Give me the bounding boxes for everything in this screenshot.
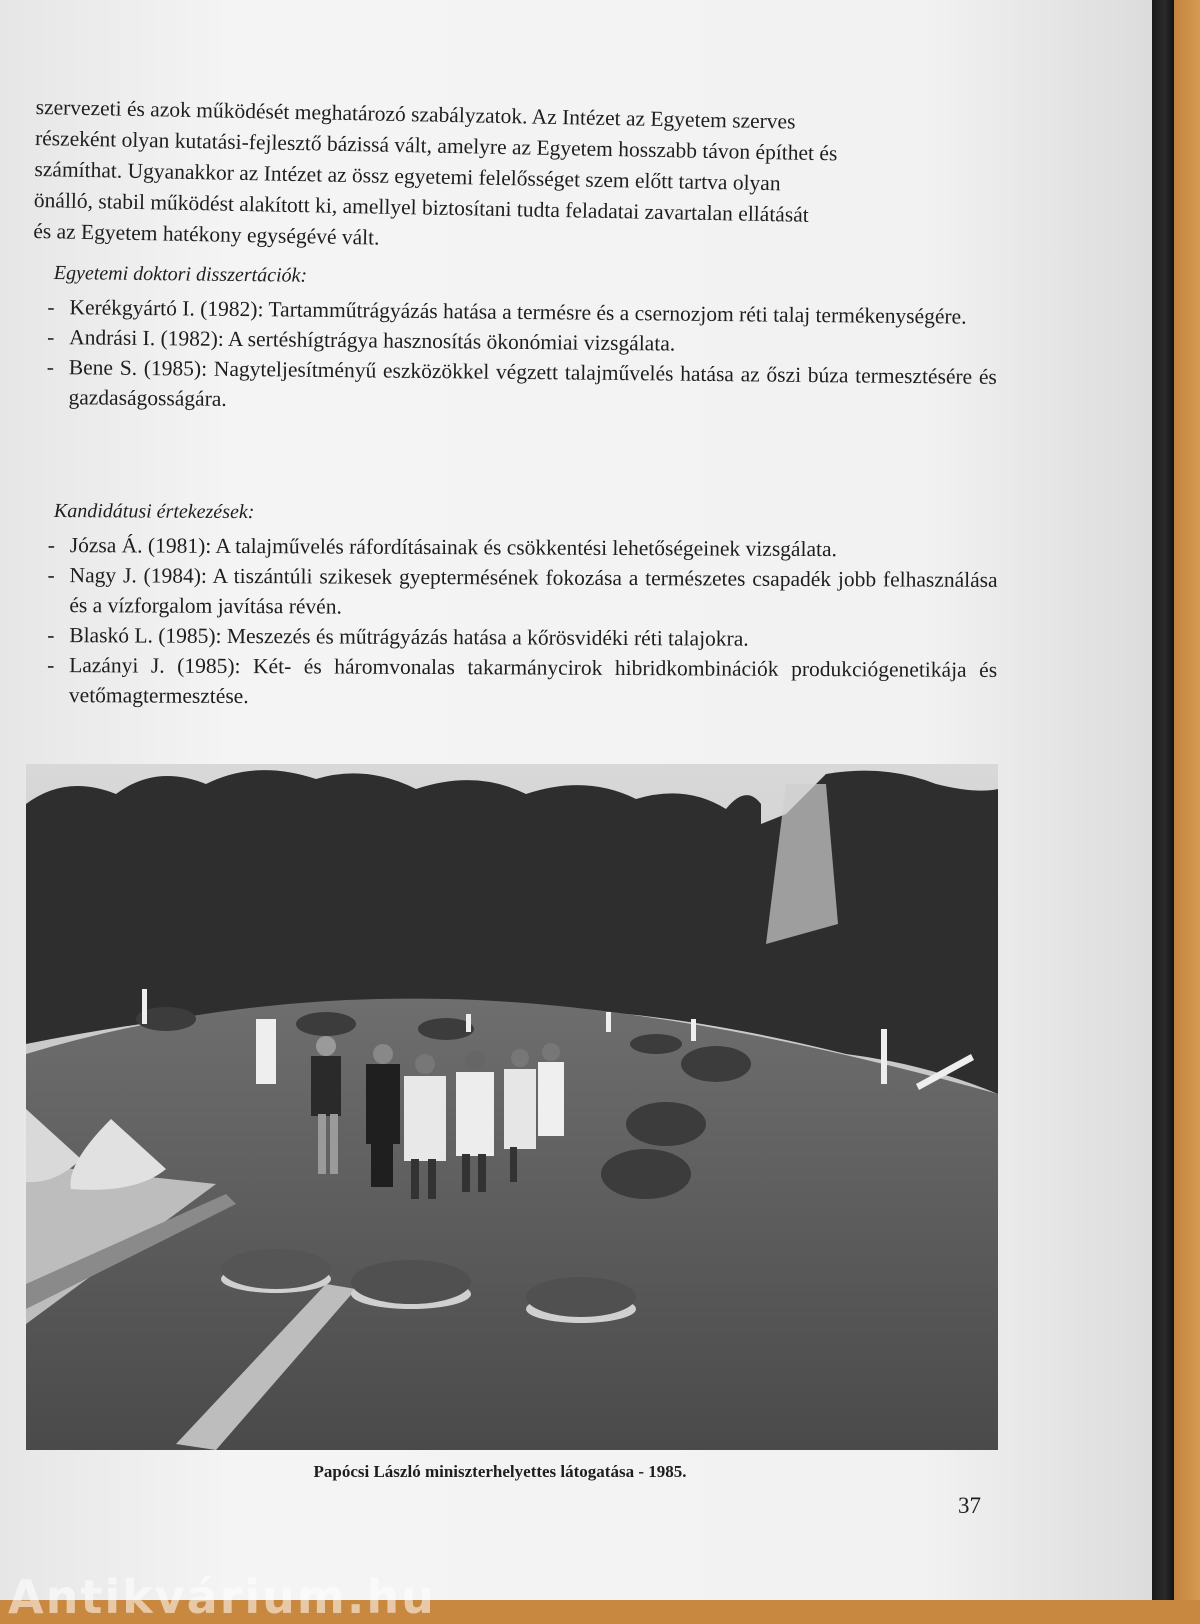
body-line: önálló, stabil működést alakított ki, amellyel biztosítani tudta feladatai zavartalan ellátását [33, 187, 809, 227]
candidate-heading: Kandidátusi értekezések: [53, 500, 255, 524]
candidate-dissertations-section [47, 496, 998, 715]
body-line: részeként olyan kutatási-fejlesztő bázissá vált, amelyre az Egyetem hosszabb távon építhet és [34, 125, 838, 166]
page-number: 37 [958, 1493, 981, 1518]
list-item: - Nagy J. (1984): A tiszántúli szikesek gyeptermésének fokozása a természetes csapadék jobb felhasználása és a vízforgalom javítása révén. [47, 560, 997, 625]
doctoral-list [46, 292, 997, 422]
body-paragraph [33, 92, 998, 265]
book-cover-edge [1152, 0, 1174, 1600]
list-item: - Józsa Á. (1981): A talajművelés ráfordításainak és csökkentési lehetőségeinek vizsgálata. [48, 530, 998, 565]
list-item: - Kerékgyártó I. (1982): Tartamműtrágyázás hatása a termésre és a csernozjom réti talaj termékenységére. [47, 292, 997, 332]
doctoral-heading: Egyetemi doktori disszertációk: [53, 262, 308, 287]
doctoral-dissertations-section [46, 258, 998, 422]
watermark: Antikvárium.hu [8, 1570, 436, 1624]
list-item: - Bene S. (1985): Nagyteljesítményű eszközökkel végzett talajművelés hatása az őszi búza termesztésére és gazdaságosságára. [46, 352, 997, 422]
list-item: - Andrási I. (1982): A sertéshígtrágya hasznosítás ökonómiai vizsgálata. [47, 322, 997, 362]
photo-illustration [26, 764, 998, 1450]
candidate-list [47, 530, 998, 715]
field-visit-photo [26, 764, 998, 1450]
list-item: - Lazányi J. (1985): Két- és háromvonalas takarmánycirok hibridkombinációk produkciógenetikája és vetőmagtermesztése. [47, 650, 997, 715]
list-item: - Blaskó L. (1985): Meszezés és műtrágyázás hatása a kőrösvidéki réti talajokra. [47, 620, 997, 655]
body-line: számíthat. Ugyanakkor az Intézet az össz egyetemi felelősséget szem előtt tartva olyan [34, 156, 781, 196]
photo-caption: Papócsi László miniszterhelyettes látogatása - 1985. [313, 1462, 687, 1481]
body-line: szervezeti és azok működését meghatározó szabályzatok. Az Intézet az Egyetem szerves [35, 94, 796, 134]
body-line: és az Egyetem hatékony egységévé vált. [33, 218, 380, 250]
